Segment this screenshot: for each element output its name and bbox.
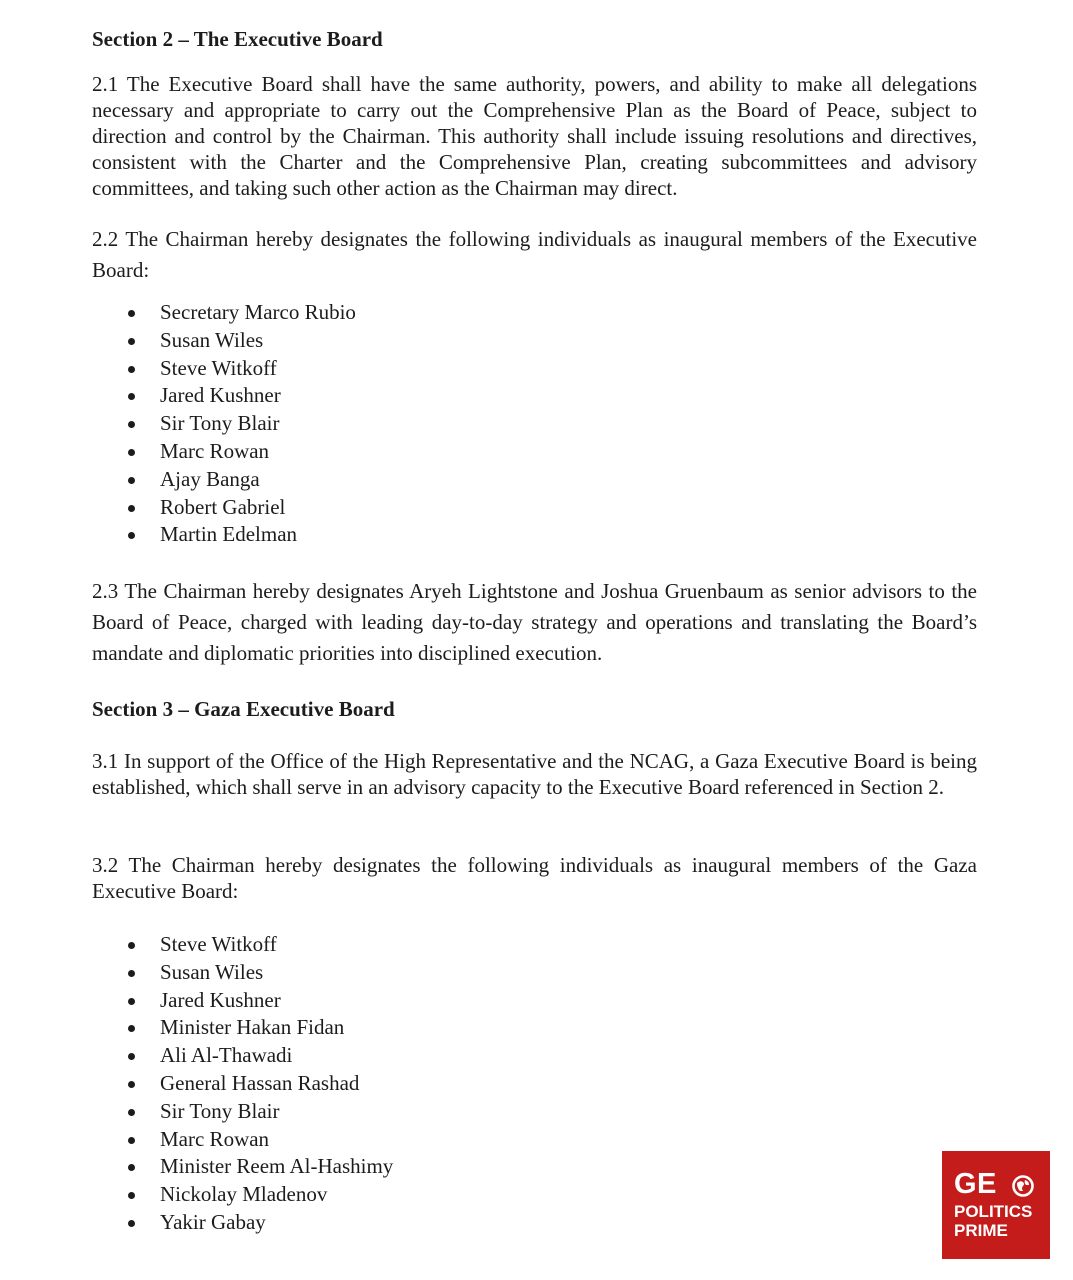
list-item: Secretary Marco Rubio: [128, 299, 356, 327]
list-item: Steve Witkoff: [128, 931, 393, 959]
list-item: Susan Wiles: [128, 327, 356, 355]
bullet-icon: [128, 998, 135, 1005]
geopolitics-prime-logo: [942, 1151, 1050, 1259]
list-item: Minister Hakan Fidan: [128, 1014, 393, 1042]
bullet-icon: [128, 1164, 135, 1171]
section-3-heading: Section 3 – Gaza Executive Board: [92, 697, 395, 721]
paragraph-2-3: 2.3 The Chairman hereby designates Aryeh Lightstone and Joshua Gruenbaum as senior advisors to the Board of Peace, charged with leading day-to-day strategy and operations and translating the Board’s mandate and diplomatic priorities into disciplined execution.: [92, 579, 977, 665]
bullet-icon: [128, 1192, 135, 1199]
bullet-icon: [128, 532, 135, 539]
list-item: Robert Gabriel: [128, 494, 356, 522]
list-item: Steve Witkoff: [128, 355, 356, 383]
logo-text-politics: POLITICS: [954, 1202, 1033, 1221]
paragraph-3-2: 3.2 The Chairman hereby designates the following individuals as inaugural members of the Gaza Executive Board:: [92, 853, 977, 903]
list-item: Nickolay Mladenov: [128, 1181, 393, 1209]
bullet-icon: [128, 1053, 135, 1060]
bullet-icon: [128, 942, 135, 949]
bullet-icon: [128, 1081, 135, 1088]
list-item: Jared Kushner: [128, 987, 393, 1015]
bullet-icon: [128, 1137, 135, 1144]
bullet-icon: [128, 505, 135, 512]
list-item: Sir Tony Blair: [128, 410, 356, 438]
globe-icon: [1012, 1175, 1034, 1197]
bullet-icon: [128, 449, 135, 456]
bullet-icon: [128, 477, 135, 484]
list-item: Ali Al-Thawadi: [128, 1042, 393, 1070]
logo-text-geo: GE: [954, 1168, 997, 1200]
list-item: Minister Reem Al-Hashimy: [128, 1153, 393, 1181]
bullet-icon: [128, 393, 135, 400]
list-item: Jared Kushner: [128, 382, 356, 410]
list-item: Yakir Gabay: [128, 1209, 393, 1237]
executive-board-member-list: [128, 299, 356, 549]
list-item: Ajay Banga: [128, 466, 356, 494]
bullet-icon: [128, 1109, 135, 1116]
section-2-heading: Section 2 – The Executive Board: [92, 27, 383, 51]
bullet-icon: [128, 338, 135, 345]
bullet-icon: [128, 1220, 135, 1227]
bullet-icon: [128, 310, 135, 317]
paragraph-3-1: 3.1 In support of the Office of the High Representative and the NCAG, a Gaza Executive Board is being established, which shall serve in an advisory capacity to the Executive Board referenced in Section 2.: [92, 749, 977, 799]
list-item: Martin Edelman: [128, 521, 356, 549]
paragraph-2-1: 2.1 The Executive Board shall have the same authority, powers, and ability to make all delegations necessary and appropriate to carry out the Comprehensive Plan as the Board of Peace, subject to direction and control by the Chairman. This authority shall include issuing resolutions and directives, consistent with the Charter and the Comprehensive Plan, creating subcommittees and advisory committees, and taking such other action as the Chairman may direct.: [92, 72, 977, 200]
bullet-icon: [128, 1025, 135, 1032]
list-item: Sir Tony Blair: [128, 1098, 393, 1126]
logo-text-prime: PRIME: [954, 1221, 1008, 1240]
paragraph-2-2: 2.2 The Chairman hereby designates the following individuals as inaugural members of the Executive Board:: [92, 227, 977, 282]
gaza-executive-board-member-list: [128, 931, 393, 1237]
list-item: Marc Rowan: [128, 438, 356, 466]
list-item: Marc Rowan: [128, 1126, 393, 1154]
bullet-icon: [128, 970, 135, 977]
list-item: Susan Wiles: [128, 959, 393, 987]
bullet-icon: [128, 421, 135, 428]
bullet-icon: [128, 366, 135, 373]
list-item: General Hassan Rashad: [128, 1070, 393, 1098]
